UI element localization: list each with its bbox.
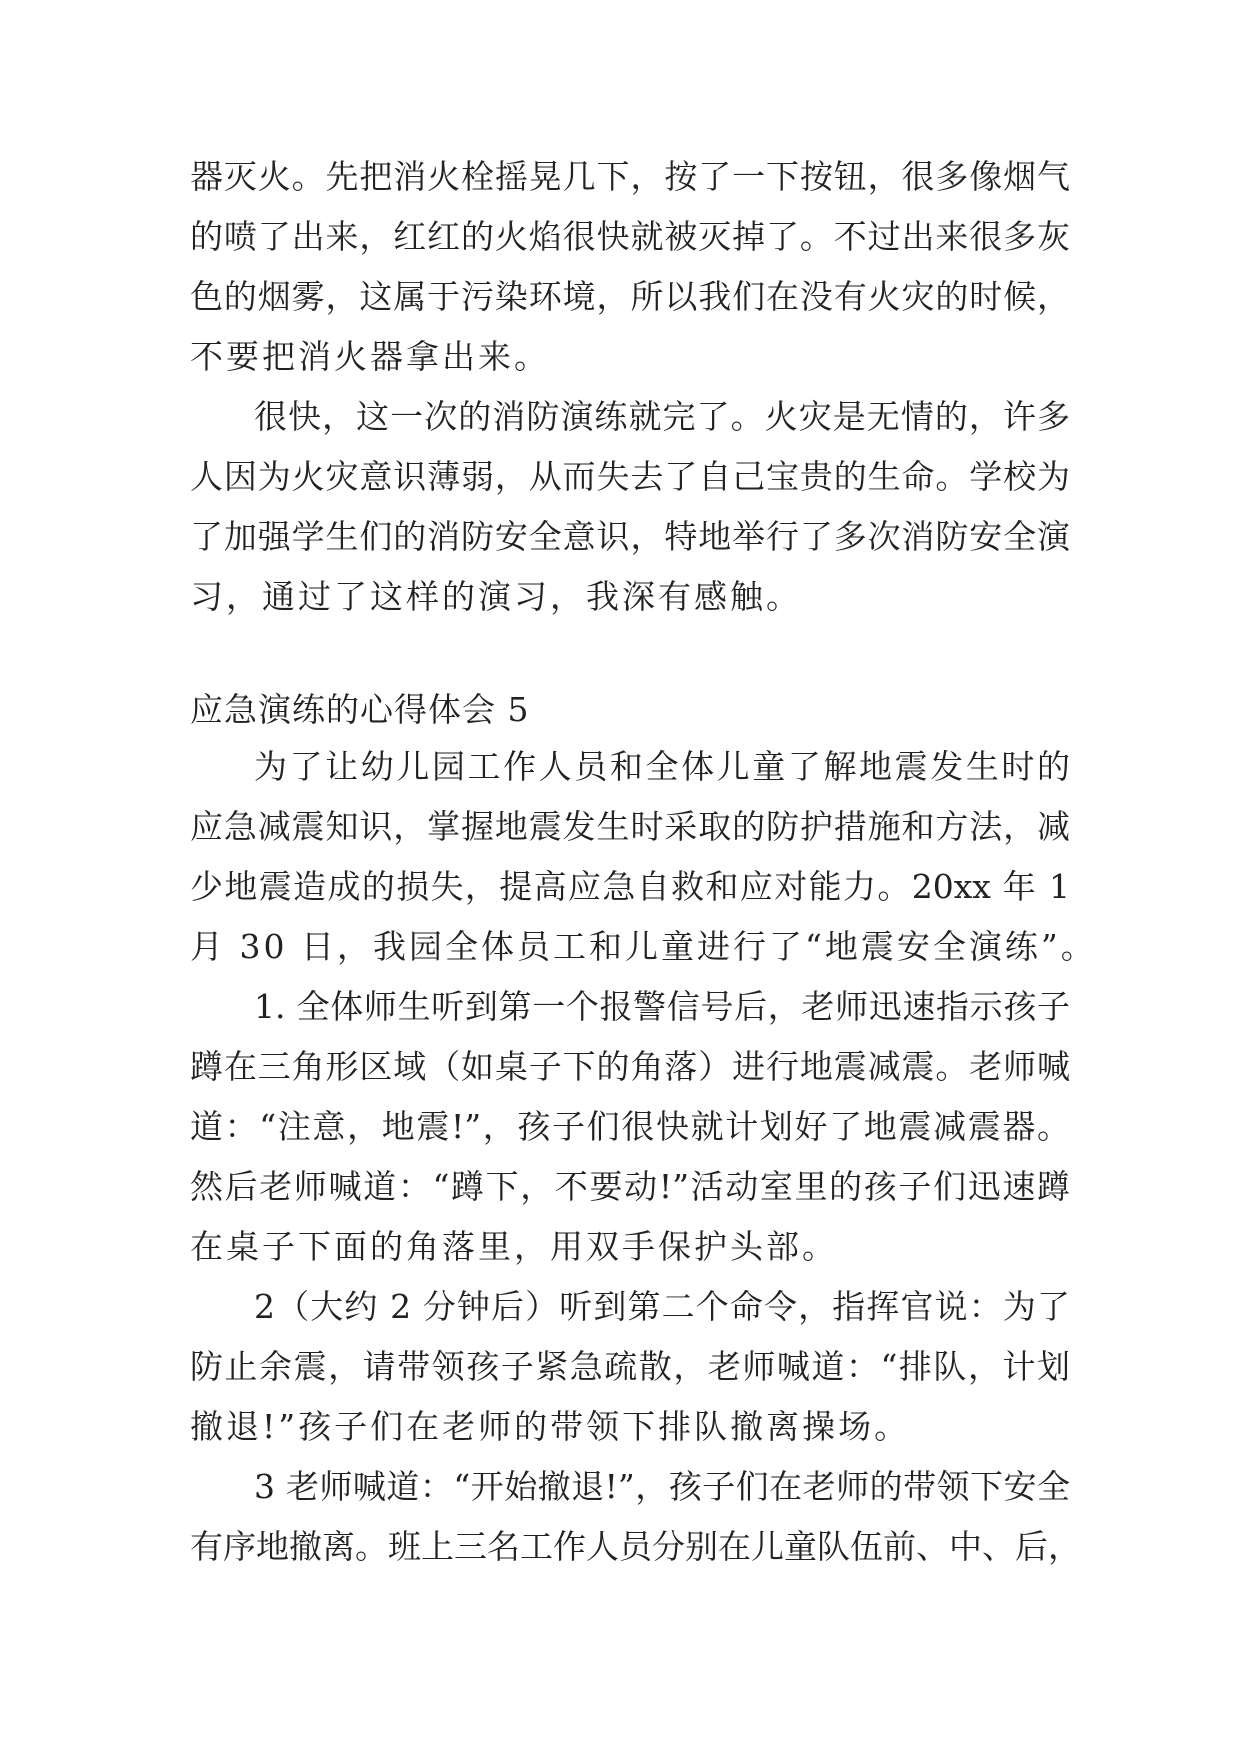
paragraph-line: 为了让幼儿园工作人员和全体儿童了解地震发生时的	[254, 747, 1070, 786]
paragraph-line: 防止余震，请带领孩子紧急疏散，老师喊道：“排队，计划	[190, 1347, 1070, 1386]
paragraph-line: 2（大约 2 分钟后）听到第二个命令，指挥官说：为了	[254, 1287, 1070, 1326]
paragraph-line: 然后老师喊道：“蹲下，不要动!”活动室里的孩子们迅速蹲	[190, 1167, 1070, 1206]
paragraph-line: 的喷了出来，红红的火焰很快就被灭掉了。不过出来很多灰	[190, 217, 1070, 256]
paragraph-line: 有序地撤离。班上三名工作人员分别在儿童队伍前、中、后，	[190, 1527, 1081, 1566]
paragraph-line: 在桌子下面的角落里，用双手保护头部。	[190, 1227, 838, 1266]
paragraph-line: 器灭火。先把消火栓摇晃几下，按了一下按钮，很多像烟气	[190, 157, 1070, 196]
paragraph-line: 3 老师喊道：“开始撤退!”，孩子们在老师的带领下安全	[254, 1467, 1070, 1506]
paragraph-line: 蹲在三角形区域（如桌子下的角落）进行地震减震。老师喊	[190, 1047, 1070, 1086]
paragraph-line: 1. 全体师生听到第一个报警信号后，老师迅速指示孩子	[254, 987, 1070, 1026]
paragraph-line: 月 30 日，我园全体员工和儿童进行了“地震安全演练”。	[190, 927, 1097, 966]
paragraph-line: 色的烟雾，这属于污染环境，所以我们在没有火灾的时候，	[190, 277, 1070, 316]
paragraph-line: 不要把消火器拿出来。	[190, 337, 550, 376]
paragraph-line: 人因为火灾意识薄弱，从而失去了自己宝贵的生命。学校为	[190, 457, 1070, 496]
paragraph-line: 少地震造成的损失，提高应急自救和应对能力。20xx 年 1	[190, 867, 1070, 906]
section-title: 应急演练的心得体会 5	[190, 690, 530, 729]
paragraph-line: 习，通过了这样的演习，我深有感触。	[190, 577, 802, 616]
paragraph-line: 撤退!”孩子们在老师的带领下排队撤离操场。	[190, 1407, 911, 1446]
paragraph-line: 了加强学生们的消防安全意识，特地举行了多次消防安全演	[190, 517, 1070, 556]
paragraph-line: 很快，这一次的消防演练就完了。火灾是无情的，许多	[254, 397, 1070, 436]
paragraph-line: 道：“注意，地震!”，孩子们很快就计划好了地震减震器。	[190, 1107, 1070, 1146]
paragraph-line: 应急减震知识，掌握地震发生时采取的防护措施和方法，减	[190, 807, 1070, 846]
